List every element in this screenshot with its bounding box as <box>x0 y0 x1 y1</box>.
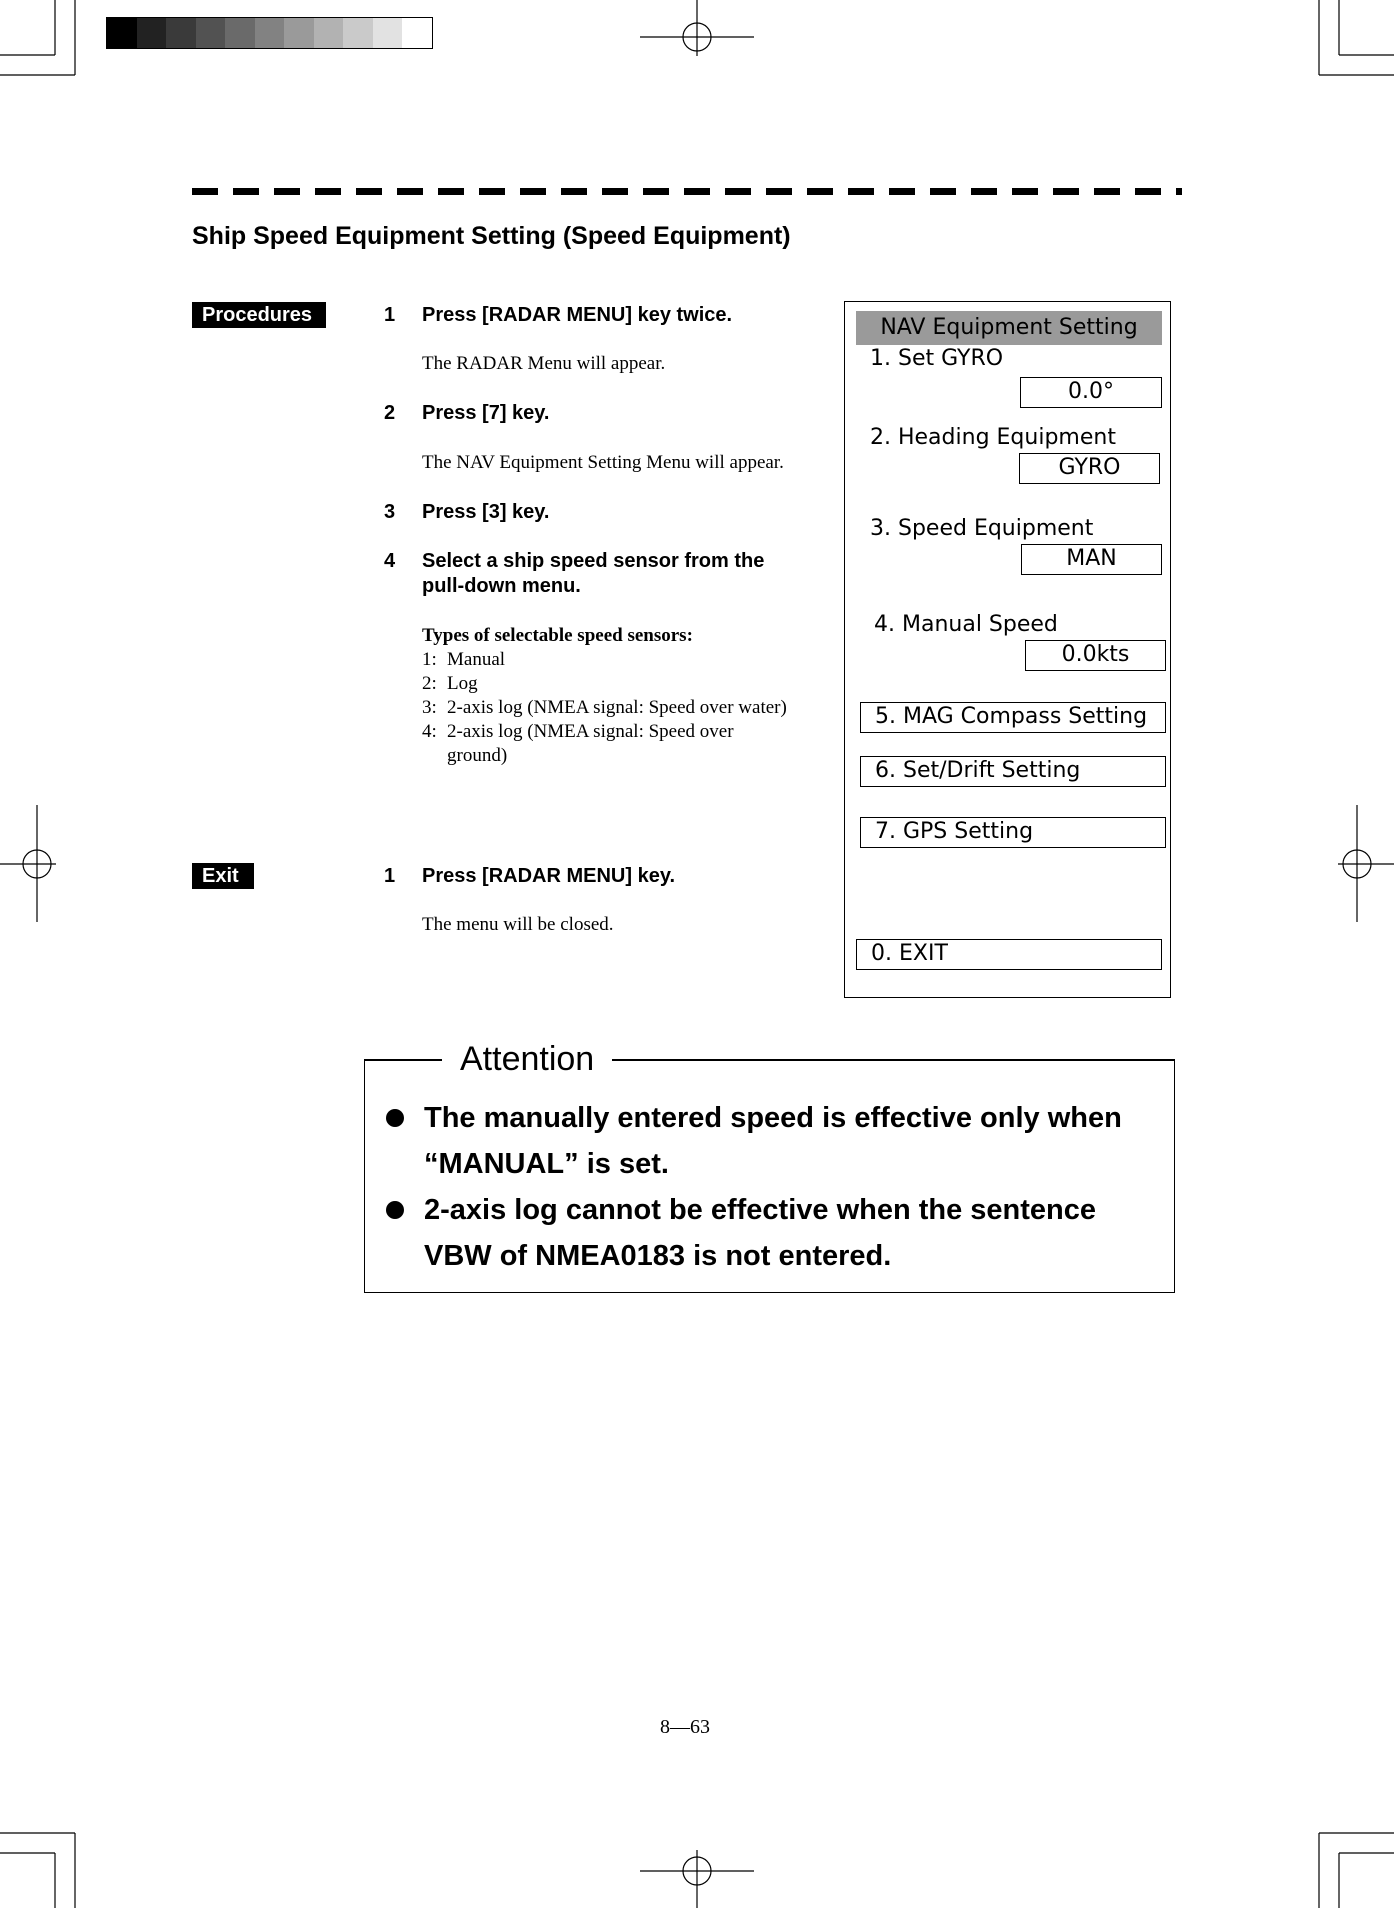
step-number: 2 <box>384 402 396 424</box>
bullet-icon <box>386 1201 404 1219</box>
exit-description: The menu will be closed. <box>422 914 614 935</box>
sensor-type-number: 4: <box>422 721 437 742</box>
menu-item-heading-equipment[interactable]: 2. Heading Equipment <box>870 425 1116 450</box>
attention-item-1-line-2: “MANUAL” is set. <box>424 1148 669 1180</box>
sensor-type-text: 2-axis log (NMEA signal: Speed over water) <box>447 697 787 718</box>
step-text: Press [RADAR MENU] key twice. <box>422 304 733 326</box>
step-text: Press [7] key. <box>422 402 550 424</box>
step-number: 3 <box>384 501 396 523</box>
step-4 <box>384 549 824 601</box>
menu-item-manual-speed[interactable]: 4. Manual Speed <box>874 612 1058 637</box>
sensor-type-number: 3: <box>422 697 437 718</box>
menu-item-gps-setting[interactable]: 7. GPS Setting <box>860 817 1166 848</box>
step-number: 4 <box>384 550 396 572</box>
sensor-type-text: Manual <box>447 649 506 670</box>
menu-item-mag-compass-setting[interactable]: 5. MAG Compass Setting <box>860 702 1166 733</box>
step-text-line-2: pull-down menu. <box>422 575 581 597</box>
menu-item-set-gyro[interactable]: 1. Set GYRO <box>870 346 1004 371</box>
step-text: Press [3] key. <box>422 501 550 523</box>
sensor-type-text: Log <box>447 673 478 694</box>
exit-label: Exit <box>192 863 254 889</box>
attention-item-2-line-1: 2-axis log cannot be effective when the sentence <box>424 1194 1097 1226</box>
step-text: Press [RADAR MENU] key. <box>422 865 676 887</box>
bullet-icon <box>386 1109 404 1127</box>
page-number: 8—63 <box>660 1716 710 1738</box>
sensor-type-text-cont: ground) <box>447 745 508 766</box>
attention-item-2-line-2: VBW of NMEA0183 is not entered. <box>424 1240 892 1272</box>
sensor-type-number: 1: <box>422 649 437 670</box>
sensor-type-number: 2: <box>422 673 437 694</box>
heading-equipment-value-field[interactable]: GYRO <box>1019 453 1160 484</box>
procedures-label: Procedures <box>192 302 326 328</box>
menu-item-set-drift-setting[interactable]: 6. Set/Drift Setting <box>860 756 1166 787</box>
attention-item-1-line-1: The manually entered speed is effective only when <box>424 1102 1122 1134</box>
sensor-type-item <box>422 720 734 766</box>
menu-item-exit[interactable]: 0. EXIT <box>856 939 1162 970</box>
manual-speed-value-field[interactable]: 0.0kts <box>1025 640 1166 671</box>
sensor-type-item <box>422 696 787 720</box>
speed-equipment-value-field[interactable]: MAN <box>1021 544 1162 575</box>
menu-item-speed-equipment[interactable]: 3. Speed Equipment <box>870 516 1094 541</box>
step-number: 1 <box>384 865 396 887</box>
step-1-description: The RADAR Menu will appear. <box>422 353 666 374</box>
header-dashed-rule <box>192 188 1182 195</box>
section-title: Ship Speed Equipment Setting (Speed Equipment) <box>192 222 791 250</box>
gyro-value-field[interactable]: 0.0° <box>1020 377 1162 408</box>
menu-title: NAV Equipment Setting <box>856 311 1162 345</box>
attention-top-border <box>612 1059 1175 1061</box>
sensor-types-heading: Types of selectable speed sensors: <box>422 625 693 646</box>
attention-title: Attention <box>460 1040 595 1078</box>
sensor-type-item <box>422 648 506 672</box>
attention-top-border <box>364 1059 442 1061</box>
step-text-line-1: Select a ship speed sensor from the <box>422 550 765 572</box>
sensor-type-item <box>422 672 478 696</box>
step-2-description: The NAV Equipment Setting Menu will appear. <box>422 452 784 473</box>
sensor-type-text: 2-axis log (NMEA signal: Speed over <box>447 721 734 742</box>
step-number: 1 <box>384 304 396 326</box>
